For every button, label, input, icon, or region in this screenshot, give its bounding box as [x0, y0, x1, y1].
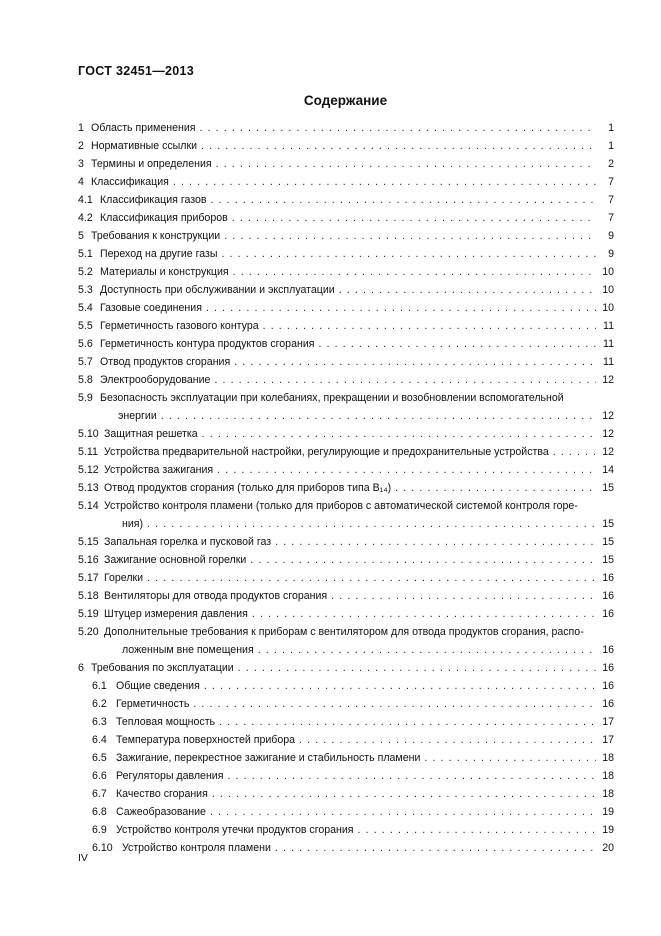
toc-entry-number: 5.16: [78, 554, 99, 566]
dot-leader: [252, 605, 596, 623]
dot-leader: [206, 299, 596, 317]
toc-entry-number: 5.11: [78, 446, 98, 458]
dot-leader: [227, 767, 596, 785]
toc-entry-number: 5.3: [78, 284, 93, 296]
toc-entry-number: 5.5: [78, 320, 93, 332]
dot-leader: [210, 191, 596, 209]
toc-entry-page: 16: [602, 608, 614, 620]
toc-entry-number: 5.9: [78, 392, 93, 404]
toc-entry: [78, 245, 614, 263]
dot-leader: [173, 173, 596, 191]
page-number: IV: [78, 852, 88, 864]
dot-leader: [199, 119, 596, 137]
toc-entry-text: Переход на другие газы: [100, 248, 218, 260]
toc-entry-text: Герметичность: [116, 698, 190, 710]
toc-entry: [78, 461, 614, 479]
toc-entry: [78, 605, 614, 623]
toc-entry-page: 7: [608, 194, 614, 206]
toc-entry-text: Герметичность газового контура: [100, 320, 259, 332]
toc-entry: [78, 317, 614, 335]
dot-leader: [258, 641, 596, 659]
toc-entry: [78, 425, 614, 443]
toc-entry-page: 11: [603, 356, 614, 368]
toc-entry: [78, 677, 614, 695]
toc-entry: [78, 533, 614, 551]
toc-entry-number: 6.9: [92, 824, 107, 836]
toc-entry-text: Требования по эксплуатации: [91, 662, 234, 674]
dot-leader: [147, 515, 596, 533]
dot-leader: [221, 245, 596, 263]
toc-entry-number: 6.4: [92, 734, 107, 746]
toc-entry-number: 6.8: [92, 806, 107, 818]
toc-entry: [78, 173, 614, 191]
dot-leader: [210, 803, 596, 821]
dot-leader: [395, 479, 596, 497]
toc-entry-page: 10: [602, 266, 614, 278]
toc-entry-text: Устройства предварительной настройки, регулирующие и предохранительные устройства: [104, 446, 549, 458]
toc-entry-text: Газовые соединения: [100, 302, 202, 314]
document-header: ГОСТ 32451—2013: [78, 64, 195, 78]
toc-entry-number: 5.19: [78, 608, 99, 620]
toc-entry-text: Требования к конструкции: [91, 230, 221, 242]
toc-entry-page: 1: [608, 122, 614, 134]
toc-entry-number: 5.17: [78, 572, 99, 584]
toc-entry-page: 18: [602, 788, 614, 800]
toc-entry-number: 6.10: [92, 842, 113, 854]
toc-entry-page: 17: [602, 734, 614, 746]
toc-entry-text: Температура поверхностей прибора: [116, 734, 296, 746]
toc-entry: [78, 353, 614, 371]
toc-entry-text: Устройство контроля утечки продуктов сгорания: [116, 824, 354, 836]
toc-entry-text: Область применения: [91, 122, 196, 134]
toc-entry-text: Электрооборудование: [100, 374, 211, 386]
toc-entry-page: 16: [602, 572, 614, 584]
toc-entry: [78, 299, 614, 317]
toc-entry: [78, 479, 614, 497]
toc-entry-number: 5.4: [78, 302, 93, 314]
toc-entry-text-line1: Безопасность эксплуатации при колебаниях, прекращении и возобновлении вспомогательной: [100, 392, 564, 404]
dot-leader: [299, 731, 596, 749]
toc-entry-number: 5.6: [78, 338, 93, 350]
toc-entry: [78, 803, 614, 821]
dot-leader: [331, 587, 596, 605]
toc-entry: [78, 281, 614, 299]
toc-entry-number: 6.6: [92, 770, 107, 782]
toc-entry-text: Отвод продуктов сгорания (только для приборов типа B₁₄): [104, 482, 392, 494]
toc-entry-text: Герметичность контура продуктов сгорания: [100, 338, 315, 350]
toc-entry-text: Отвод продуктов сгорания: [100, 356, 231, 368]
toc-entry-text-line1: Дополнительные требования к приборам с вентилятором для отвода продуктов сгорания, распо-: [104, 626, 584, 638]
toc-entry-page: 18: [602, 770, 614, 782]
dot-leader: [339, 281, 596, 299]
toc-entry-number: 5.15: [78, 536, 99, 548]
toc-entry: [78, 821, 614, 839]
toc-entry: [78, 587, 614, 605]
toc-entry-text: Качество сгорания: [116, 788, 208, 800]
toc-entry-text-line1: Устройство контроля пламени (только для приборов с автоматической системой контроля горе-: [104, 500, 578, 512]
toc-entry-number: 6.5: [92, 752, 107, 764]
dot-leader: [233, 263, 596, 281]
toc-entry-text: Тепловая мощность: [116, 716, 216, 728]
toc-entry-number: 3: [78, 158, 84, 170]
toc-entry-number: 6: [78, 662, 84, 674]
toc-entry: [78, 155, 614, 173]
toc-entry-page: 9: [608, 248, 614, 260]
toc-entry-page: 11: [603, 320, 614, 332]
toc-entry-page: 2: [608, 158, 614, 170]
toc-entry-text: Устройство контроля пламени: [122, 842, 271, 854]
dot-leader: [250, 551, 596, 569]
toc-entry: [78, 713, 614, 731]
dot-leader: [358, 821, 596, 839]
toc-entry-number: 5.1: [78, 248, 93, 260]
toc-entry: [78, 623, 614, 659]
toc-entry-number: 5.20: [78, 626, 99, 638]
toc-entry-text: Штуцер измерения давления: [104, 608, 248, 620]
toc-entry-page: 7: [608, 212, 614, 224]
toc-entry-text: Устройства зажигания: [104, 464, 214, 476]
dot-leader: [212, 785, 596, 803]
toc-entry-number: 5.18: [78, 590, 99, 602]
toc-entry: [78, 227, 614, 245]
toc-entry-text: Термины и определения: [91, 158, 212, 170]
toc-entry-page: 1: [608, 140, 614, 152]
toc-entry-page: 15: [602, 536, 614, 548]
dot-leader: [204, 677, 596, 695]
dot-leader: [161, 407, 596, 425]
toc-entry-text: Общие сведения: [116, 680, 200, 692]
toc-entry: [78, 263, 614, 281]
toc-entry-text: Материалы и конструкция: [100, 266, 229, 278]
toc-entry: [78, 335, 614, 353]
toc-entry-number: 6.2: [92, 698, 107, 710]
toc-entry: [78, 749, 614, 767]
dot-leader: [234, 353, 596, 371]
toc-entry-number: 6.7: [92, 788, 107, 800]
dot-leader: [214, 371, 596, 389]
toc-entry-text: Доступность при обслуживании и эксплуатации: [100, 284, 335, 296]
toc-entry-page: 19: [602, 806, 614, 818]
toc-entry-text: Классификация приборов: [100, 212, 228, 224]
toc-entry-number: 4.2: [78, 212, 93, 224]
toc-entry-text: Сажеобразование: [116, 806, 206, 818]
dot-leader: [232, 209, 596, 227]
toc-entry-number: 6.3: [92, 716, 107, 728]
toc-entry: [78, 497, 614, 533]
toc-entry-page: 10: [602, 302, 614, 314]
toc-entry-page: 15: [602, 482, 614, 494]
toc-entry-page: 16: [602, 590, 614, 602]
toc-entry-page: 18: [602, 752, 614, 764]
toc-entry-page: 12: [602, 410, 614, 422]
toc-entry-number: 1: [78, 122, 84, 134]
toc-entry-number: 5: [78, 230, 84, 242]
toc-entry-text: ния): [122, 518, 144, 530]
toc-entry-page: 12: [602, 428, 614, 440]
toc-entry-page: 15: [602, 518, 614, 530]
toc-entry: [78, 191, 614, 209]
dot-leader: [424, 749, 596, 767]
toc-entry: [78, 839, 614, 857]
toc-entry-number: 4.1: [78, 194, 93, 206]
toc-entry: [78, 731, 614, 749]
dot-leader: [318, 335, 596, 353]
dot-leader: [219, 713, 596, 731]
toc-entry: [78, 767, 614, 785]
dot-leader: [202, 425, 596, 443]
toc-entry-text: Нормативные ссылки: [91, 140, 198, 152]
page-title: Содержание: [303, 93, 388, 108]
dot-leader: [238, 659, 596, 677]
toc-entry: [78, 695, 614, 713]
dot-leader: [147, 569, 596, 587]
toc-entry-text: Зажигание основной горелки: [104, 554, 247, 566]
toc-entry-number: 5.7: [78, 356, 93, 368]
toc-entry-page: 16: [602, 662, 614, 674]
toc-entry-text: Защитная решетка: [104, 428, 198, 440]
toc-entry: [78, 659, 614, 677]
toc-entry-page: 20: [602, 842, 614, 854]
toc-entry-text: Регуляторы давления: [116, 770, 224, 782]
toc-entry-page: 19: [602, 824, 614, 836]
dot-leader: [201, 137, 596, 155]
toc-entry-page: 15: [602, 554, 614, 566]
toc-entry-page: 7: [608, 176, 614, 188]
dot-leader: [193, 695, 596, 713]
toc-entry: [78, 119, 614, 137]
toc-entry: [78, 137, 614, 155]
dot-leader: [275, 533, 596, 551]
toc-entry-number: 5.14: [78, 500, 99, 512]
toc-entry-text: Классификация газов: [100, 194, 207, 206]
toc-entry-text: Горелки: [104, 572, 144, 584]
toc-entry: [78, 443, 614, 461]
toc-entry-page: 16: [602, 698, 614, 710]
toc-entry-page: 10: [602, 284, 614, 296]
toc-entry: [78, 209, 614, 227]
toc-entry-number: 5.8: [78, 374, 93, 386]
toc-entry-text: Классификация: [91, 176, 169, 188]
toc-entry-number: 5.10: [78, 428, 99, 440]
dot-leader: [216, 155, 596, 173]
toc-entry-page: 11: [603, 338, 614, 350]
toc-entry: [78, 569, 614, 587]
toc-entry-text: Запальная горелка и пусковой газ: [104, 536, 272, 548]
toc-entry-page: 12: [602, 374, 614, 386]
dot-leader: [224, 227, 596, 245]
toc-entry-number: 5.13: [78, 482, 99, 494]
toc-entry-number: 5.12: [78, 464, 99, 476]
dot-leader: [217, 461, 596, 479]
toc-entry-number: 6.1: [92, 680, 107, 692]
toc-entry-page: 9: [608, 230, 614, 242]
table-of-contents: [78, 119, 614, 857]
toc-entry: [78, 551, 614, 569]
toc-entry: [78, 371, 614, 389]
toc-entry-text: ложенным вне помещения: [122, 644, 254, 656]
dot-leader: [263, 317, 596, 335]
toc-entry: [78, 389, 614, 425]
toc-entry-text: Вентиляторы для отвода продуктов сгорания: [104, 590, 328, 602]
toc-entry-page: 16: [602, 680, 614, 692]
toc-entry-number: 4: [78, 176, 84, 188]
toc-entry: [78, 785, 614, 803]
toc-entry-page: 14: [602, 464, 614, 476]
dot-leader: [275, 839, 596, 857]
toc-entry-page: 17: [602, 716, 614, 728]
dot-leader: [553, 443, 596, 461]
toc-entry-text: Зажигание, перекрестное зажигание и стабильность пламени: [116, 752, 421, 764]
toc-entry-number: 5.2: [78, 266, 93, 278]
toc-entry-number: 2: [78, 140, 84, 152]
toc-entry-page: 16: [602, 644, 614, 656]
toc-entry-text: энергии: [118, 410, 157, 422]
toc-entry-page: 12: [602, 446, 614, 458]
